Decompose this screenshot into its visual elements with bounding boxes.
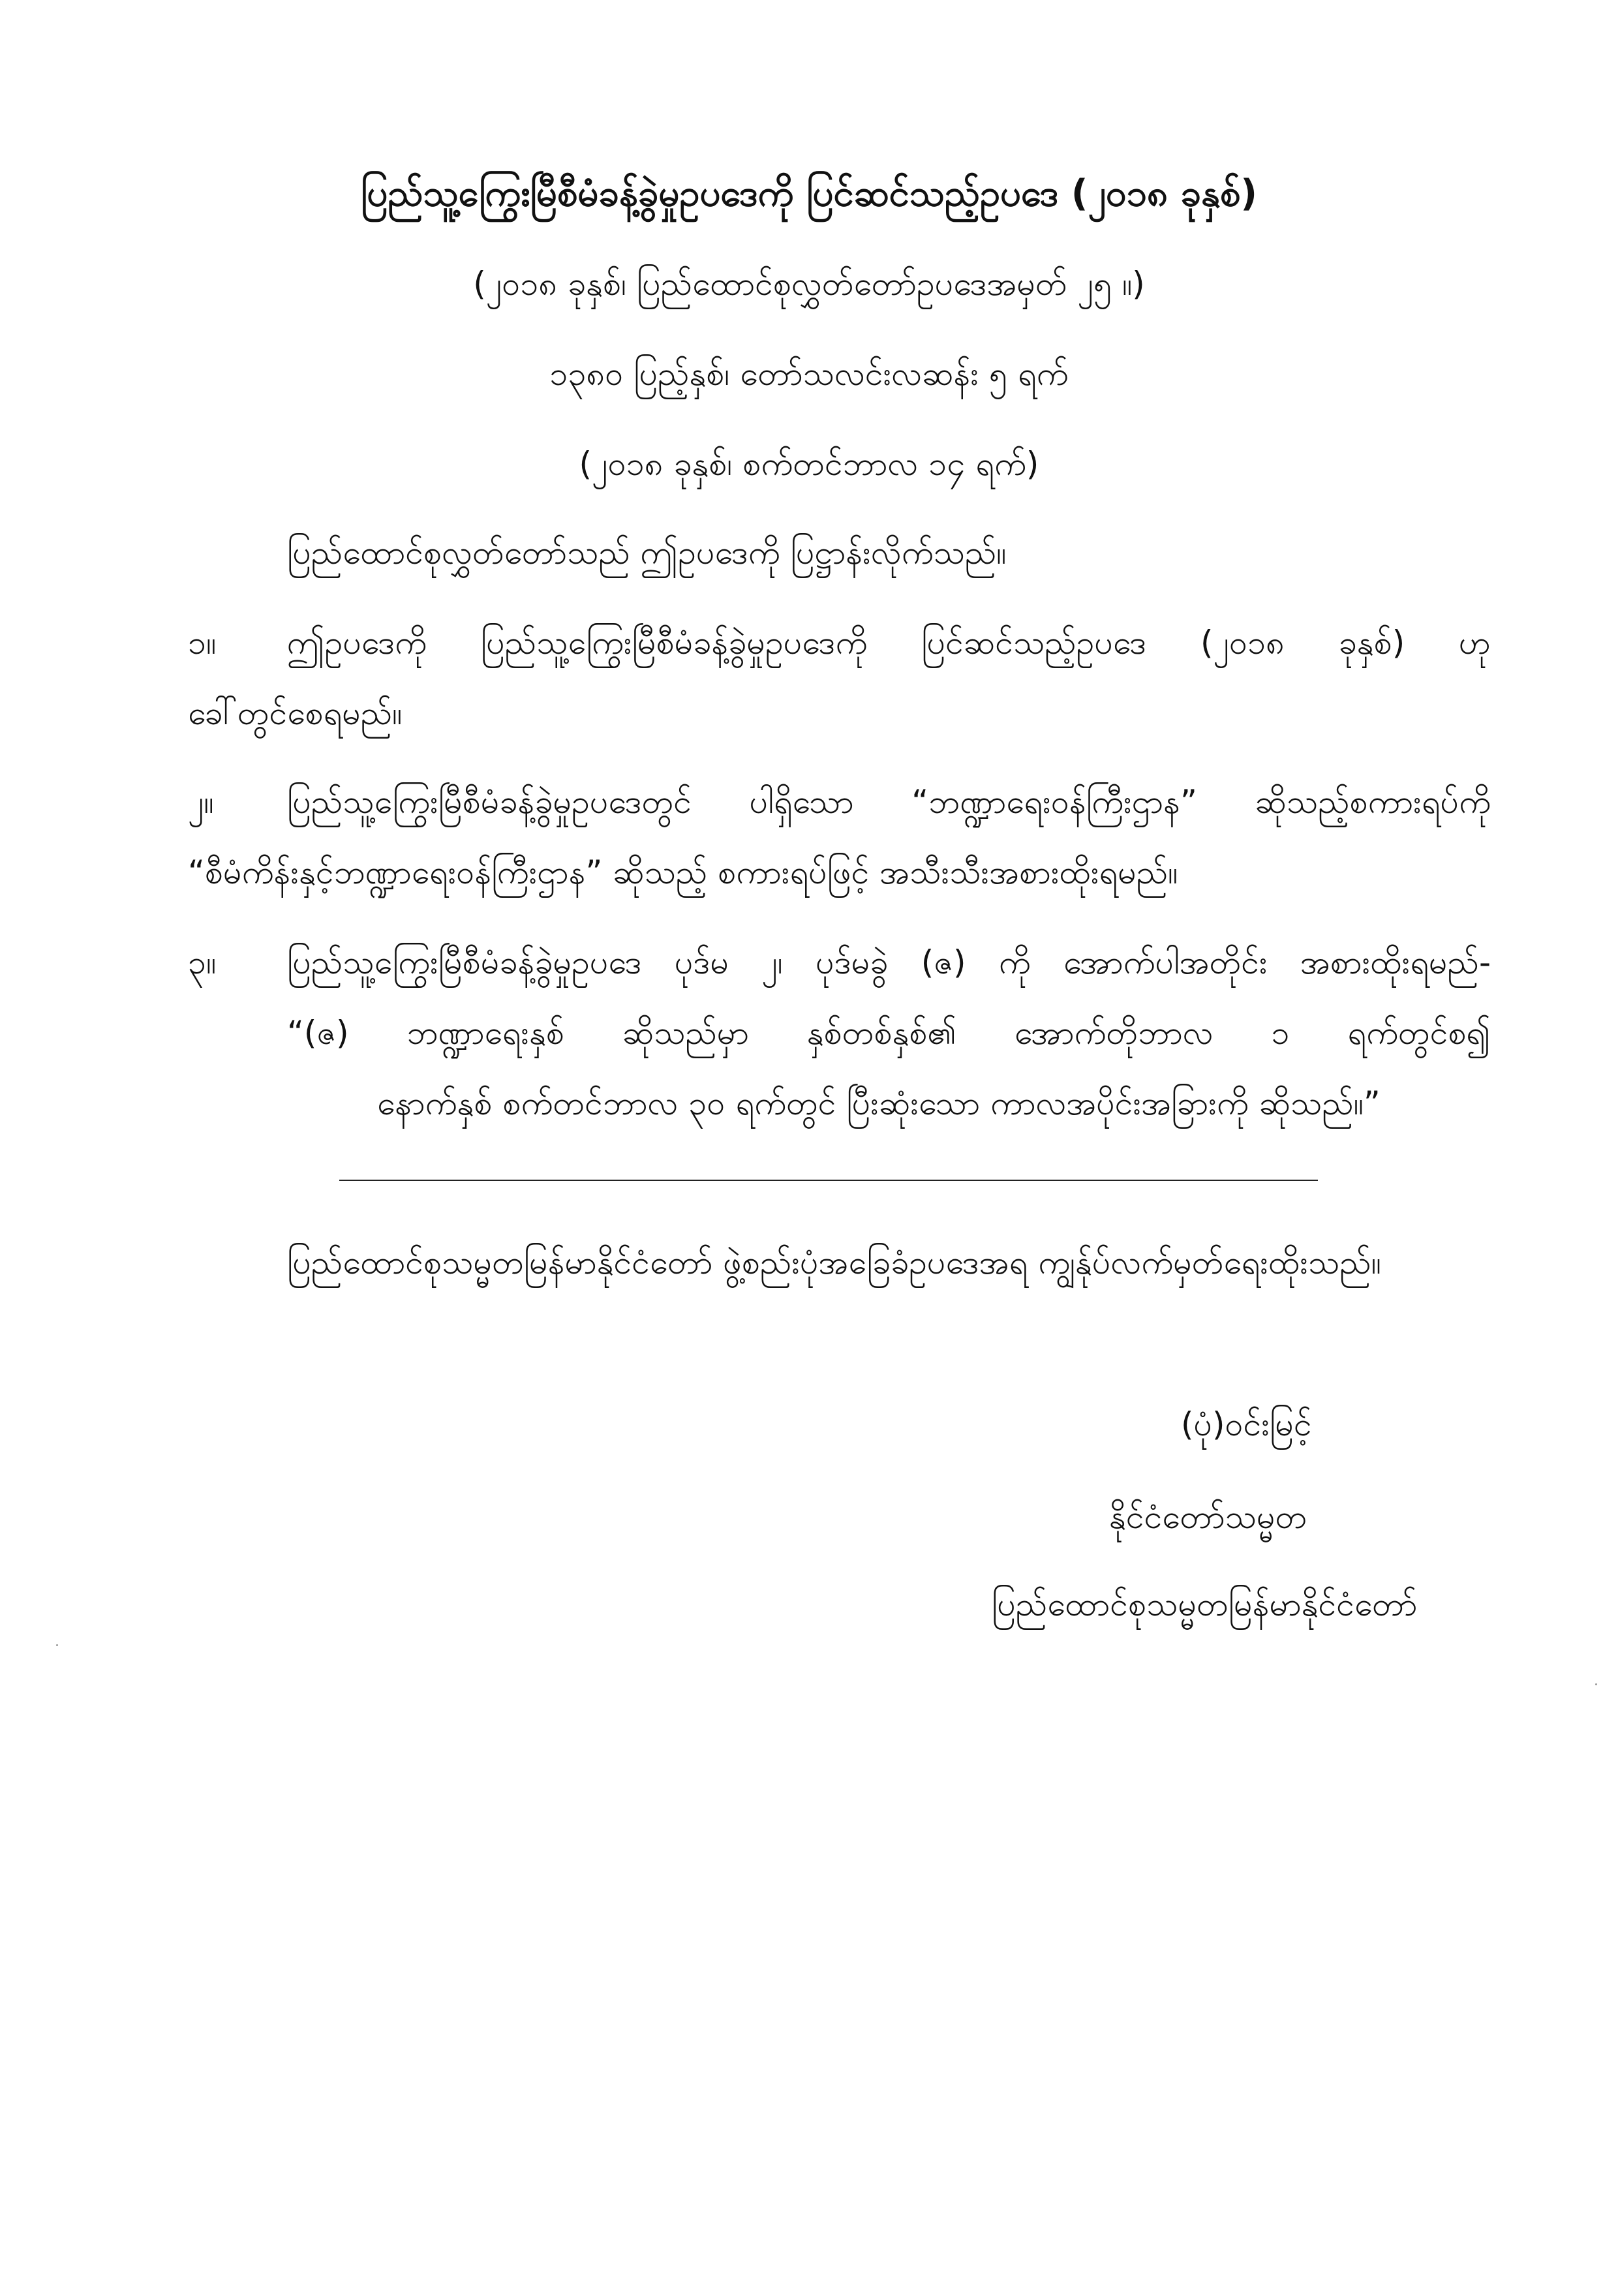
section-1-line-1: ဤဥပဒေကို ပြည်သူ့ကြွေးမြီစီမံခန့်ခွဲမှုဥပဒေကို ပြင်ဆင်သည့်ဥပဒေ (၂၀၁၈ ခုနှစ်) ဟု <box>287 624 1491 662</box>
signatory-position: နိုင်ငံတော်သမ္မတ <box>1109 1498 1307 1536</box>
enactment-clause: ပြည်ထောင်စုလွှတ်တော်သည် ဤဥပဒေကို ပြဋ္ဌာန်းလိုက်သည်။ <box>287 534 1007 572</box>
section-number-2: ၂။ <box>188 783 214 821</box>
section-number-3: ၃။ <box>188 943 217 981</box>
document-title: ပြည်သူ့ကြွေးမြီစီမံခန့်ခွဲမှုဥပဒေကို ပြင်ဆင်သည့်ဥပဒေ (၂၀၁၈ ခုနှစ်) <box>360 172 1258 215</box>
myanmar-date: ၁၃၈၀ ပြည့်နှစ်၊ တော်သလင်းလဆန်း ၅ ရက် <box>549 355 1069 393</box>
section-2-line-1: ပြည်သူ့ကြွေးမြီစီမံခန့်ခွဲမှုဥပဒေတွင် ပါရှိသော “ဘဏ္ဍာရေးဝန်ကြီးဌာန” ဆိုသည့်စကားရပ်ကို <box>287 783 1491 821</box>
scan-speck <box>1595 1683 1597 1685</box>
divider-line <box>339 1180 1318 1181</box>
gregorian-date: (၂၀၁၈ ခုနှစ်၊ စက်တင်ဘာလ ၁၄ ရက်) <box>579 445 1039 483</box>
signature-name: (ပုံ)ဝင်းမြင့် <box>1181 1405 1312 1443</box>
signing-statement: ပြည်ထောင်စုသမ္မတမြန်မာနိုင်ငံတော် ဖွဲ့စည်းပုံအခြေခံဥပဒေအရ ကျွန်ုပ်လက်မှတ်ရေးထိုးသည်။ <box>287 1244 1381 1281</box>
section-3-quote-line-2: နောက်နှစ် စက်တင်ဘာလ ၃၀ ရက်တွင် ပြီးဆုံးသော ကာလအပိုင်းအခြားကို ဆိုသည်။” <box>377 1084 1381 1122</box>
section-3-line-1: ပြည်သူ့ကြွေးမြီစီမံခန့်ခွဲမှုဥပဒေ ပုဒ်မ ၂၊ ပုဒ်မခွဲ (ဇ) ကို အောက်ပါအတိုင်း အစားထိုးရမည်- <box>287 943 1491 981</box>
section-number-1: ၁။ <box>188 624 217 662</box>
signatory-country: ပြည်ထောင်စုသမ္မတမြန်မာနိုင်ငံတော် <box>992 1585 1418 1623</box>
section-3-quote-line-1: “(ဇ) ဘဏ္ဍာရေးနှစ် ဆိုသည်မှာ နှစ်တစ်နှစ်၏ အောက်တိုဘာလ ၁ ရက်တွင်စ၍ <box>287 1014 1491 1052</box>
law-number: (၂၀၁၈ ခုနှစ်၊ ပြည်ထောင်စုလွှတ်တော်ဥပဒေအမှတ် ၂၅ ။) <box>473 265 1145 303</box>
scan-speck <box>56 1644 58 1646</box>
section-1-line-2: ခေါ်တွင်စေရမည်။ <box>188 694 403 732</box>
section-2-line-2: “စီမံကိန်းနှင့်ဘဏ္ဍာရေးဝန်ကြီးဌာန” ဆိုသည့် စကားရပ်ဖြင့် အသီးသီးအစားထိုးရမည်။ <box>188 853 1178 891</box>
